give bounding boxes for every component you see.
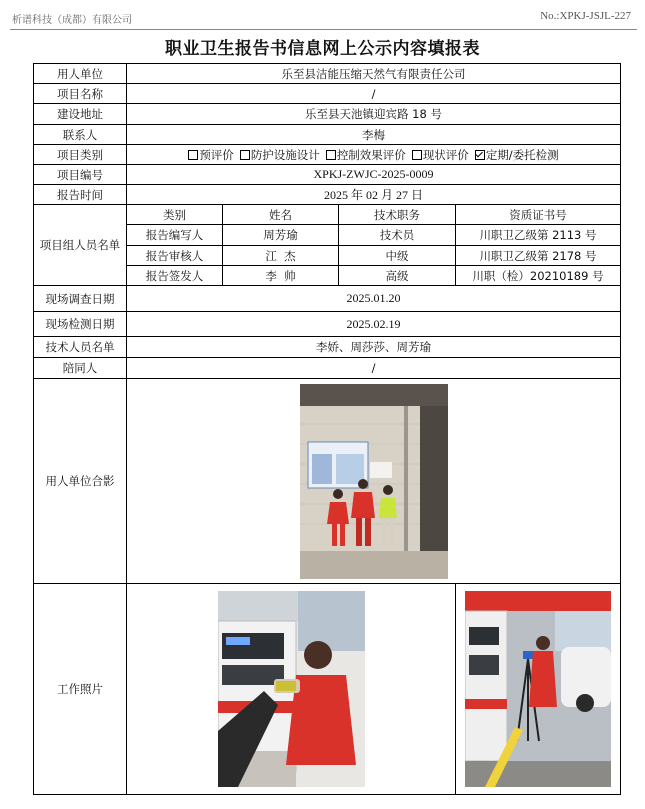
- contact-value: 李梅: [127, 125, 621, 145]
- member-title: 技术员: [339, 225, 456, 246]
- category-option: [240, 148, 320, 162]
- member-role: 报告签发人: [127, 266, 223, 286]
- team-header: 类别: [127, 205, 223, 225]
- work-photos-label: 工作照片: [34, 584, 127, 795]
- info-table: [33, 63, 621, 795]
- member-name: 周芳瑜: [223, 225, 339, 246]
- checkbox-icon: [188, 150, 198, 160]
- row-category: [34, 145, 621, 165]
- address-label: 建设地址: [34, 104, 127, 125]
- team-label: 项目组人员名单: [34, 205, 127, 286]
- row-survey-date: [34, 286, 621, 312]
- row-companion: [34, 358, 621, 379]
- companion-label: 陪同人: [34, 358, 127, 379]
- row-employer: [34, 64, 621, 84]
- work-photo-cell-1: [127, 584, 456, 795]
- member-cert: 川职（检）20210189 号: [456, 266, 621, 286]
- work-photo-2: [465, 591, 611, 787]
- project-no-label: 项目编号: [34, 165, 127, 185]
- category-options: [127, 145, 621, 165]
- row-group-photo: [34, 379, 621, 584]
- contact-label: 联系人: [34, 125, 127, 145]
- member-cert: 川职卫乙级第 2178 号: [456, 246, 621, 266]
- checkbox-icon: [326, 150, 336, 160]
- document-number: No.:XPKJ-JSJL-227: [540, 10, 631, 22]
- checkbox-icon: [412, 150, 422, 160]
- report-time-value: 2025 年 02 月 27 日: [127, 185, 621, 205]
- option-label: 定期/委托检测: [485, 147, 559, 162]
- tech-staff-value: 李娇、周莎莎、周芳瑜: [127, 337, 621, 358]
- row-project-name: [34, 84, 621, 104]
- row-project-no: [34, 165, 621, 185]
- work-photo-1: [218, 591, 365, 787]
- company-name: 析谱科技（成都）有限公司: [12, 15, 132, 26]
- project-name-label: 项目名称: [34, 84, 127, 104]
- detect-date-label: 现场检测日期: [34, 312, 127, 337]
- team-header: 技术职务: [339, 205, 456, 225]
- row-work-photos: [34, 584, 621, 795]
- option-label: 控制效果评价: [336, 147, 406, 162]
- option-label: 预评价: [199, 147, 234, 162]
- row-contact: [34, 125, 621, 145]
- group-photo-cell: [127, 379, 621, 584]
- project-name-value: /: [127, 84, 621, 104]
- member-role: 报告审核人: [127, 246, 223, 266]
- row-report-time: [34, 185, 621, 205]
- checkbox-icon: [240, 150, 250, 160]
- member-name: 江 杰: [223, 246, 339, 266]
- category-option: [188, 148, 234, 162]
- tech-staff-label: 技术人员名单: [34, 337, 127, 358]
- category-option: [326, 148, 406, 162]
- work-photo-cell-2: [456, 584, 621, 795]
- member-cert: 川职卫乙级第 2113 号: [456, 225, 621, 246]
- member-role: 报告编写人: [127, 225, 223, 246]
- member-title: 中级: [339, 246, 456, 266]
- survey-date-label: 现场调查日期: [34, 286, 127, 312]
- report-time-label: 报告时间: [34, 185, 127, 205]
- team-header: 姓名: [223, 205, 339, 225]
- row-address: [34, 104, 621, 125]
- survey-date-value: 2025.01.20: [127, 286, 621, 312]
- group-photo: [300, 384, 448, 579]
- group-photo-label: 用人单位合影: [34, 379, 127, 584]
- category-option: [475, 148, 559, 162]
- team-header-row: [34, 205, 621, 225]
- page-title: 职业卫生报告书信息网上公示内容填报表: [165, 39, 480, 59]
- category-label: 项目类别: [34, 145, 127, 165]
- employer-label: 用人单位: [34, 64, 127, 84]
- member-name: 李 帅: [223, 266, 339, 286]
- address-value: 乐至县天池镇迎宾路 18 号: [127, 104, 621, 125]
- category-option: [412, 148, 469, 162]
- member-title: 高级: [339, 266, 456, 286]
- header-divider: [10, 29, 637, 30]
- option-label: 现状评价: [422, 147, 469, 162]
- project-no-value: XPKJ-ZWJC-2025-0009: [127, 165, 621, 185]
- employer-value: 乐至县洁能压缩天然气有限责任公司: [127, 64, 621, 84]
- option-label: 防护设施设计: [250, 147, 320, 162]
- checked-checkbox-icon: [475, 150, 485, 160]
- detect-date-value: 2025.02.19: [127, 312, 621, 337]
- companion-value: /: [127, 358, 621, 379]
- team-header: 资质证书号: [456, 205, 621, 225]
- row-tech-staff: [34, 337, 621, 358]
- row-detect-date: [34, 312, 621, 337]
